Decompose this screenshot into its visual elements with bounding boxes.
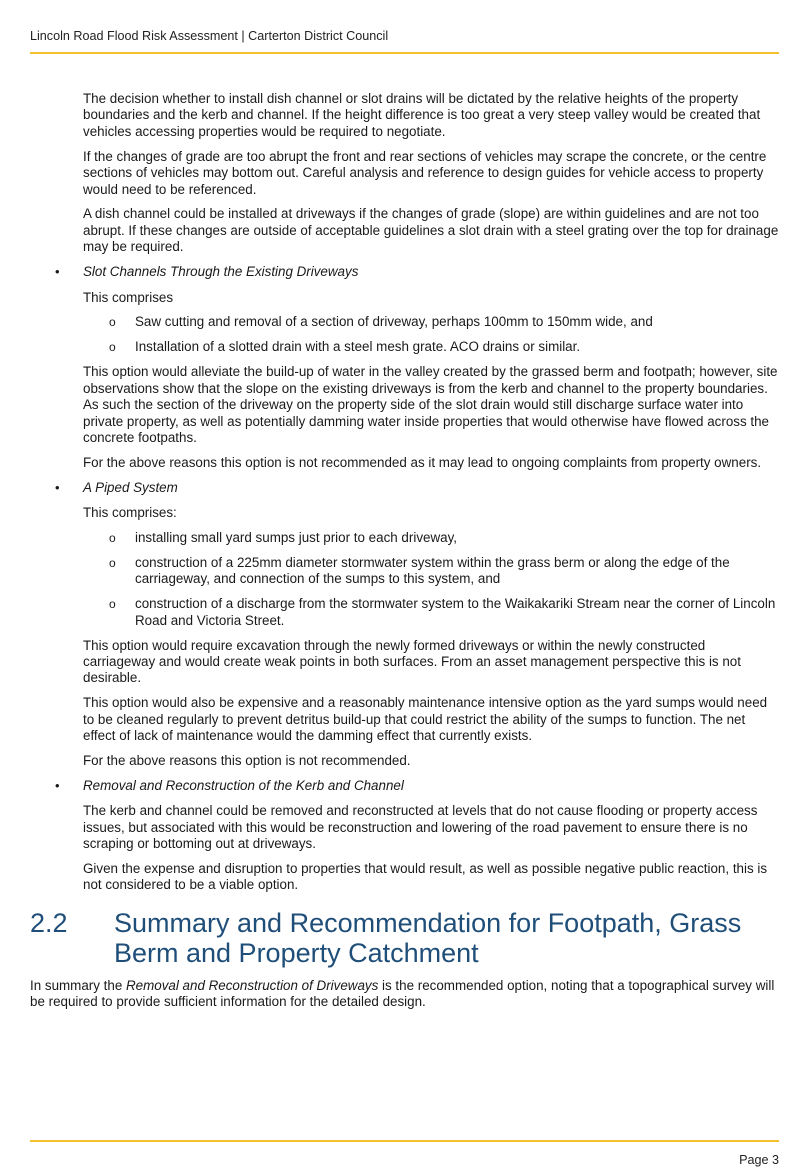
- sub-bullet-glyph: o: [109, 597, 116, 612]
- section-title: Summary and Recommendation for Footpath, Grass Berm and Property Catchment: [114, 907, 742, 968]
- summary-text-after: is the recommended option, noting that a topographical survey will be required to provide sufficient information for the detailed design.: [30, 977, 775, 1010]
- header-rule: [30, 52, 779, 54]
- sub-item-text: construction of a 225mm diameter stormwater system within the grass berm or along the edge of the carriageway, and connection of the sumps to this system, and: [135, 554, 730, 587]
- option-bullet-piped-system: [55, 479, 781, 496]
- summary-paragraph: [30, 978, 781, 1011]
- sub-list-item: [109, 314, 781, 330]
- section-number: 2.2: [30, 907, 68, 938]
- page-body: [0, 91, 807, 1011]
- option-title: Slot Channels Through the Existing Driveways: [83, 264, 359, 280]
- body-paragraph: A dish channel could be installed at driveways if the changes of grade (slope) are within guidelines and are not too abrupt. If these changes are outside of acceptable guidelines a slot drain with a steel grating over the top for drainage may be required.: [83, 206, 779, 255]
- sub-item-text: Saw cutting and removal of a section of driveway, perhaps 100mm to 150mm wide, and: [135, 314, 653, 330]
- option-bullet-slot-channels: [55, 264, 781, 280]
- body-paragraph: This comprises: [83, 289, 174, 305]
- body-paragraph: For the above reasons this option is not recommended.: [83, 753, 411, 768]
- sub-item-text: installing small yard sumps just prior to each driveway,: [135, 530, 457, 546]
- summary-emphasis: Removal and Reconstruction of Driveways: [126, 977, 379, 993]
- sub-bullet-glyph: o: [109, 555, 116, 570]
- body-paragraph: The decision whether to install dish channel or slot drains will be dictated by the relative heights of the property boundaries and the kerb and channel. If the height difference is too great a very steep valley would be created that vehicles accessing properties would be required to negotiate.: [83, 91, 761, 139]
- section-heading: [0, 908, 807, 968]
- bullet-glyph: •: [55, 264, 60, 280]
- body-paragraph: This option would require excavation through the newly formed driveways or within the newly constructed carriageway and would create weak points in both surfaces. From an asset management perspective this is not desirable.: [83, 637, 741, 686]
- sub-list-item: [109, 339, 781, 355]
- bullet-glyph: •: [55, 479, 60, 495]
- body-paragraph: This option would alleviate the build-up of water in the valley created by the grassed berm and footpath; however, site observations show that the slope on the existing driveways is from the kerb and channel to the property boundaries. As such the section of the driveway on the property side of the slot drain would still discharge surface water into private property, as well as potentially damming water inside properties that would otherwise have flowed across the concrete footpaths.: [83, 364, 778, 445]
- sub-bullet-glyph: o: [109, 531, 116, 546]
- body-paragraph: This option would also be expensive and a reasonably maintenance intensive option as the yard sumps would need to be cleaned regularly to prevent detritus build-up that could restrict the ability of the sumps to function. The net effect of lack of maintenance would the damming effect that currently exists.: [83, 695, 768, 744]
- bullet-glyph: •: [55, 777, 60, 793]
- body-paragraph: If the changes of grade are too abrupt the front and rear sections of vehicles may scrape the concrete, or the centre sections of vehicles may bottom out. Careful analysis and reference to design guides for vehicle access to property would need to be referenced.: [83, 148, 767, 197]
- page-number: Page 3: [739, 1153, 779, 1167]
- running-header: Lincoln Road Flood Risk Assessment | Carterton District Council: [30, 29, 389, 43]
- sub-list-item: [109, 530, 781, 546]
- sub-bullet-glyph: o: [109, 315, 116, 330]
- sub-list-item: [109, 596, 781, 629]
- footer-rule: [30, 1140, 779, 1142]
- summary-text-before: In summary the: [30, 977, 126, 993]
- body-paragraph: This comprises:: [83, 505, 177, 521]
- option-title: A Piped System: [83, 479, 178, 495]
- body-paragraph: For the above reasons this option is not recommended as it may lead to ongoing complaints from property owners.: [83, 454, 762, 470]
- option-bullet-kerb-reconstruction: [55, 777, 781, 794]
- sub-item-text: Installation of a slotted drain with a steel mesh grate. ACO drains or similar.: [135, 339, 581, 355]
- sub-list-item: [109, 554, 781, 588]
- body-paragraph: Given the expense and disruption to properties that would result, as well as possible negative public reaction, this is not considered to be a viable option.: [83, 861, 768, 893]
- body-paragraph: The kerb and channel could be removed and reconstructed at levels that do not cause flooding or property access issues, but associated with this would be reconstruction and lowering of the road pavement to ensure there is no scraping or bottoming out at driveways.: [83, 803, 758, 852]
- sub-item-text: construction of a discharge from the stormwater system to the Waikakariki Stream near the corner of Lincoln Road and Victoria Street.: [135, 596, 776, 628]
- option-title: Removal and Reconstruction of the Kerb and Channel: [83, 777, 404, 793]
- sub-bullet-glyph: o: [109, 340, 116, 355]
